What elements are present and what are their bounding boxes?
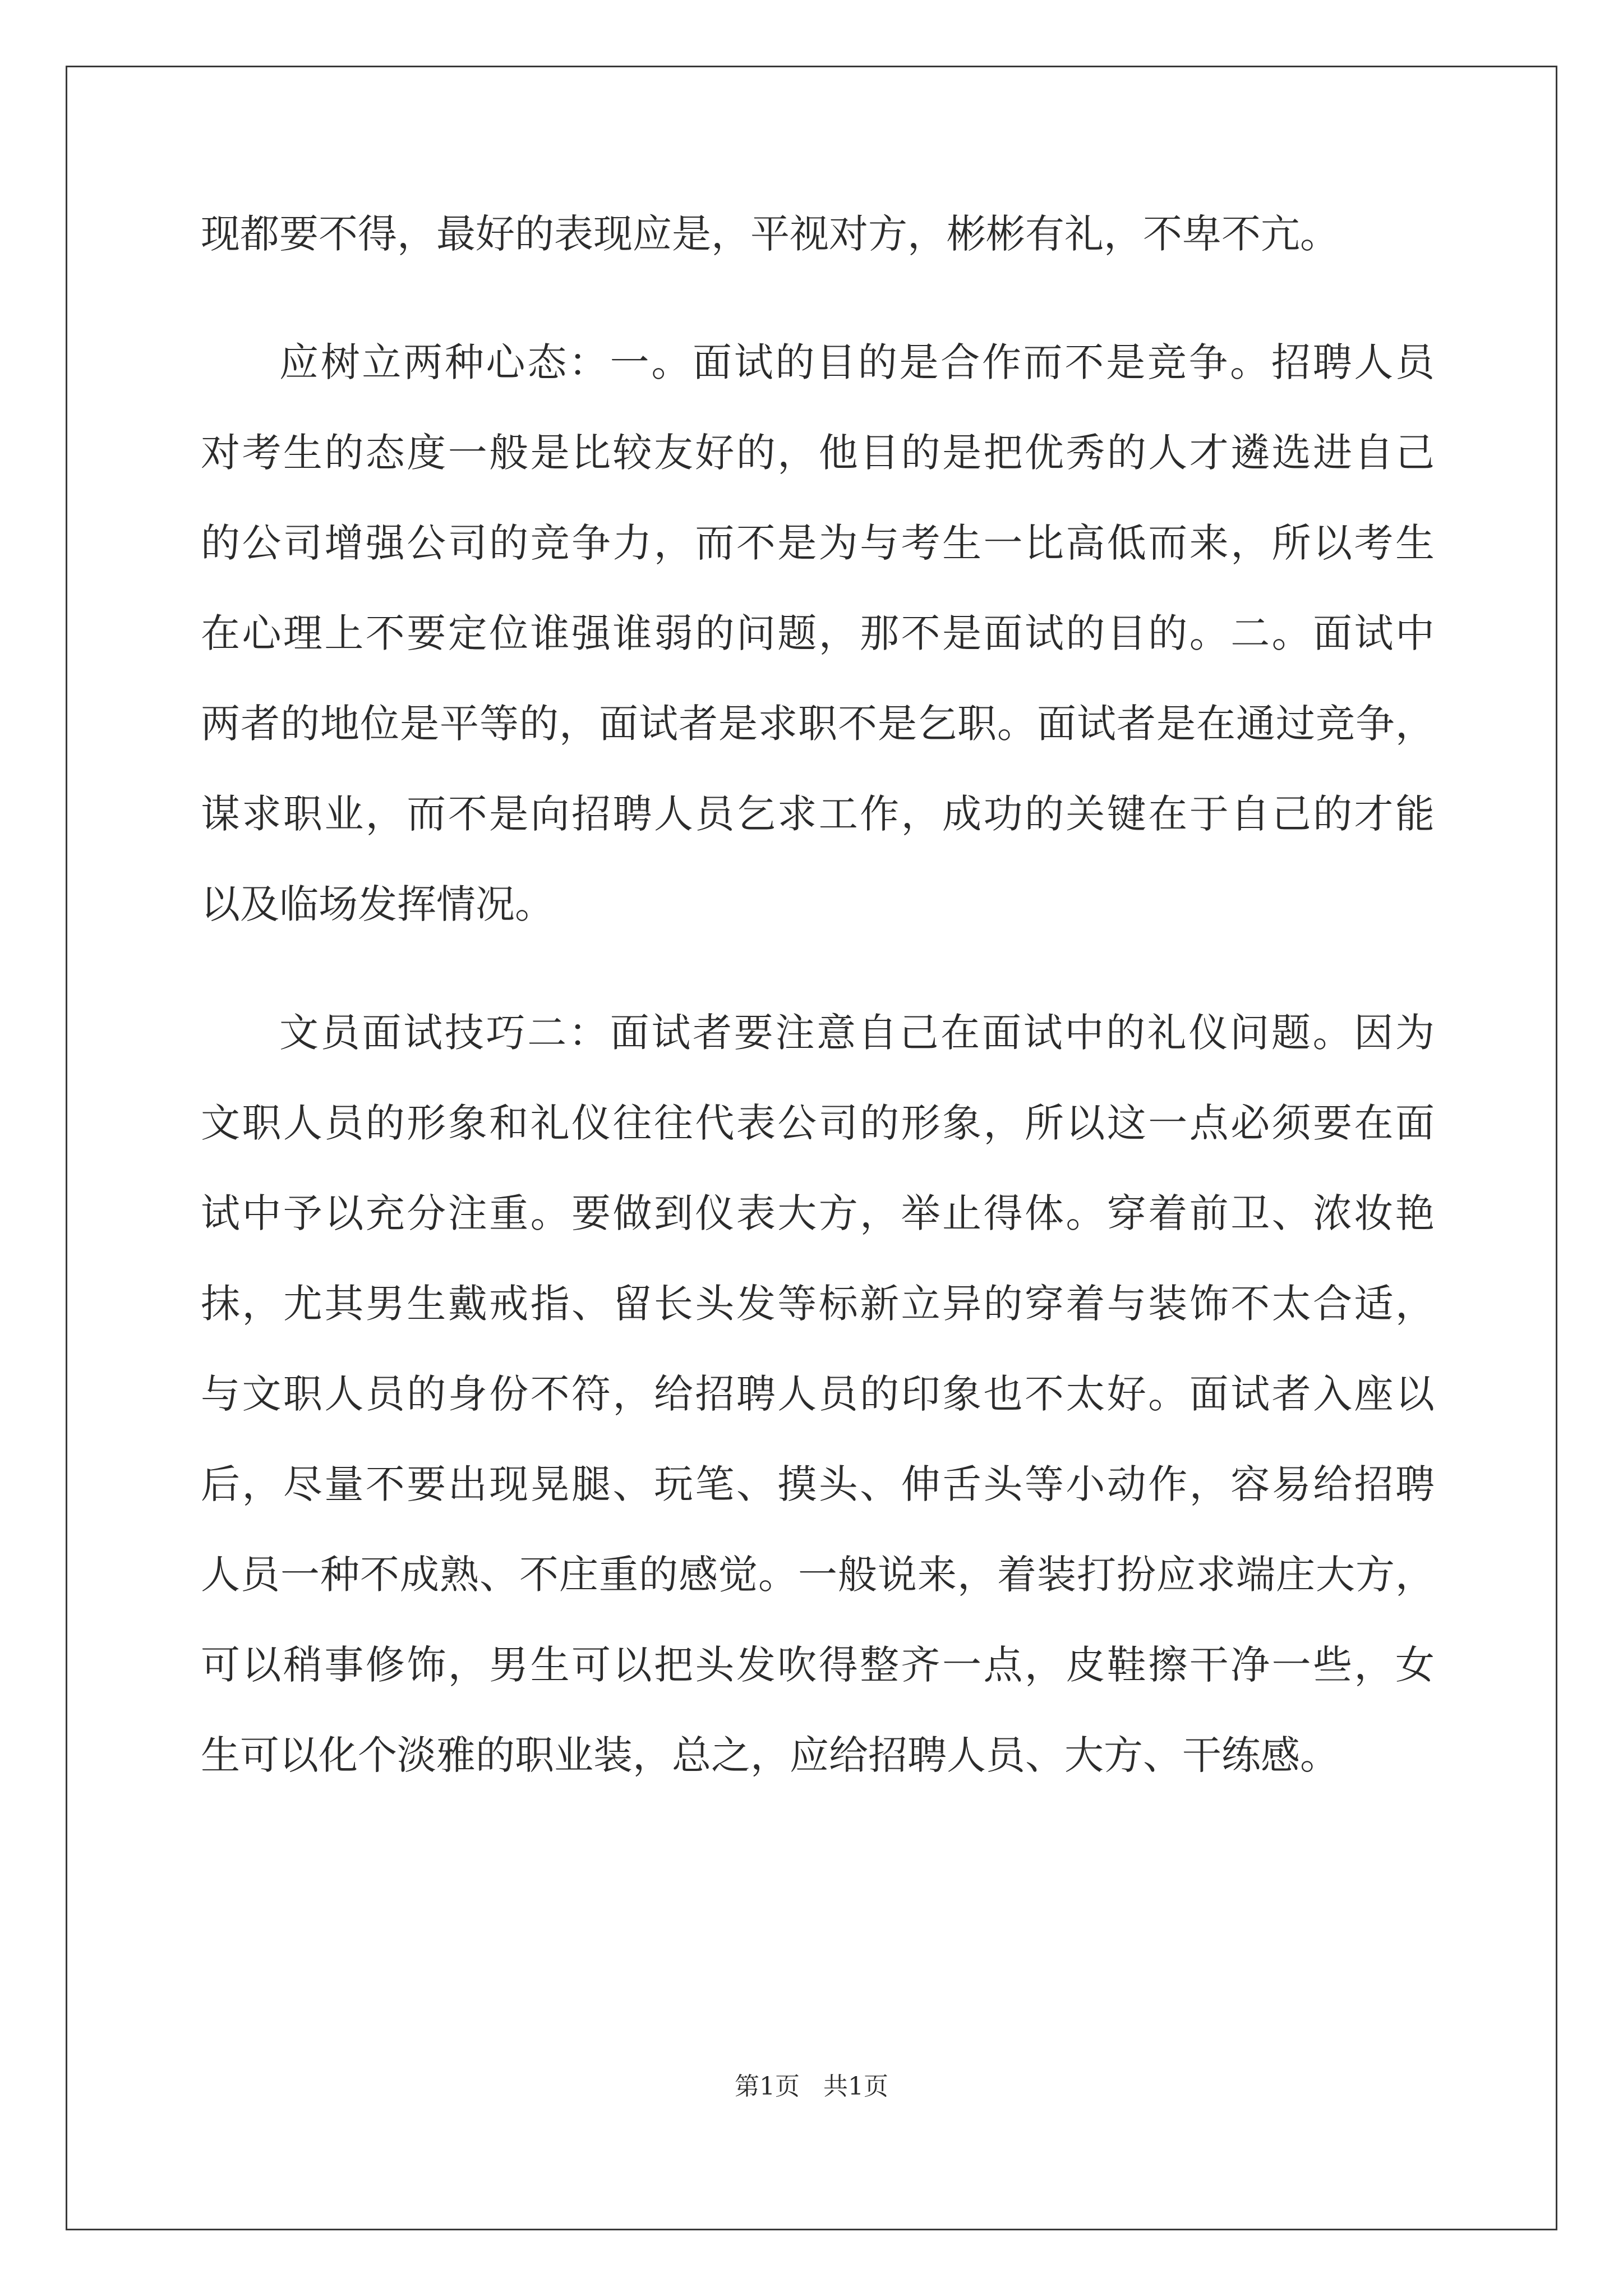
text-line: 文职人员的形象和礼仪往往代表公司的形象，所以这一点必须要在面 bbox=[201, 1100, 1435, 1146]
text-line: 的公司增强公司的竞争力，而不是为与考生一比高低而来，所以考生 bbox=[201, 520, 1435, 566]
text-line: 谋求职业，而不是向招聘人员乞求工作，成功的关键在于自己的才能 bbox=[201, 791, 1435, 837]
text-line: 现都要不得，最好的表现应是，平视对方，彬彬有礼，不卑不亢。 bbox=[201, 211, 1339, 257]
text-line: 以及临场发挥情况。 bbox=[201, 881, 554, 927]
paragraph-first-line: 文员面试技巧二：面试者要注意自己在面试中的礼仪问题。因为 bbox=[279, 1010, 1435, 1056]
text-line: 生可以化个淡雅的职业装，总之，应给招聘人员、大方、干练感。 bbox=[201, 1732, 1339, 1778]
text-line: 可以稍事修饰，男生可以把头发吹得整齐一点，皮鞋擦干净一些，女 bbox=[201, 1642, 1435, 1688]
text-line: 人员一种不成熟、不庄重的感觉。一般说来，着装打扮应求端庄大方， bbox=[201, 1552, 1435, 1598]
text-line: 在心理上不要定位谁强谁弱的问题，那不是面试的目的。二。面试中 bbox=[201, 610, 1435, 656]
text-line: 抹，尤其男生戴戒指、留长头发等标新立异的穿着与装饰不太合适， bbox=[201, 1281, 1435, 1327]
text-line: 对考生的态度一般是比较友好的，他目的是把优秀的人才遴选进自己 bbox=[201, 430, 1435, 476]
text-line: 两者的地位是平等的，面试者是求职不是乞职。面试者是在通过竞争， bbox=[201, 701, 1435, 747]
page-number-footer: 第1页 共1页 bbox=[735, 2072, 888, 2101]
text-line: 后，尽量不要出现晃腿、玩笔、摸头、伸舌头等小动作，容易给招聘 bbox=[201, 1461, 1435, 1507]
paragraph-first-line: 应树立两种心态：一。面试的目的是合作而不是竞争。招聘人员 bbox=[279, 339, 1435, 385]
text-line: 与文职人员的身份不符，给招聘人员的印象也不太好。面试者入座以 bbox=[201, 1371, 1435, 1417]
text-line: 试中予以充分注重。要做到仪表大方，举止得体。穿着前卫、浓妆艳 bbox=[201, 1190, 1435, 1236]
